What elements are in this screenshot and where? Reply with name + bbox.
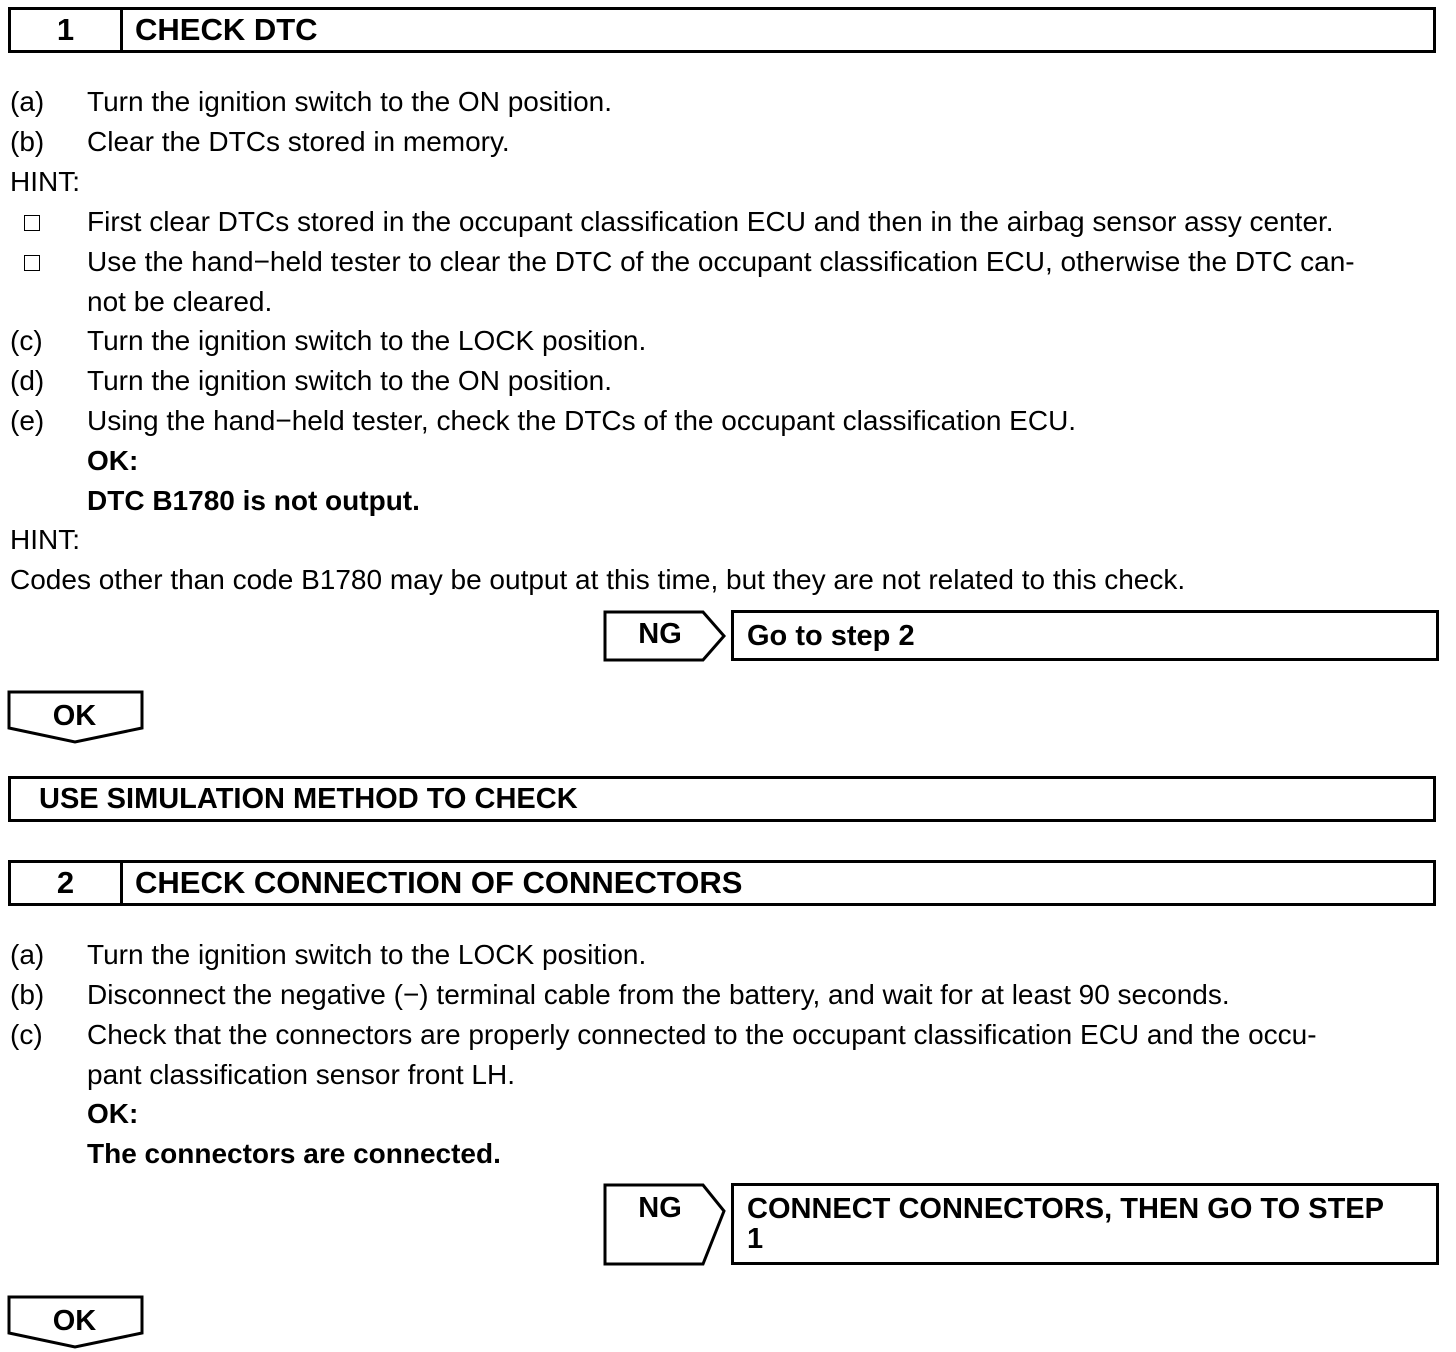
item-text: Clear the DTCs stored in memory. (87, 126, 510, 157)
item-text: Turn the ignition switch to the ON position. (87, 86, 612, 117)
item-text: Turn the ignition switch to the LOCK position. (87, 325, 647, 356)
ok-spec: The connectors are connected. (87, 1138, 501, 1169)
step1-number: 1 (11, 10, 123, 50)
ok-spec: DTC B1780 is not output. (87, 485, 420, 516)
item-text: Check that the connectors are properly connected to the occupant classification ECU and the occu- (87, 1019, 1317, 1050)
step1-header (8, 7, 1436, 53)
step2-ng-target[interactable] (731, 1183, 1439, 1265)
bullet-text: Use the hand−held tester to clear the DTC of the occupant classification ECU, otherwise the DTC can- (87, 246, 1355, 277)
item-label: (c) (10, 325, 43, 356)
step1-ng-target[interactable] (731, 610, 1439, 661)
step2-ok-button[interactable]: OK (52, 1305, 97, 1337)
hint-label: HINT: (10, 524, 80, 555)
step1-title: CHECK DTC (135, 12, 318, 47)
bullet-text: First clear DTCs stored in the occupant classification ECU and then in the airbag sensor assy center. (87, 206, 1334, 237)
item-label: (b) (10, 979, 45, 1010)
step1-ok-button[interactable]: OK (52, 700, 97, 732)
step1-ng-label: NG (638, 618, 682, 650)
hint-label: HINT: (10, 166, 80, 197)
simulation-banner: USE SIMULATION METHOD TO CHECK (8, 776, 1436, 822)
item-text: Disconnect the negative (−) terminal cable from the battery, and wait for at least 90 seconds. (87, 979, 1230, 1010)
item-text: pant classification sensor front LH. (87, 1059, 515, 1090)
step2-ng-label: NG (638, 1192, 682, 1224)
item-label: (e) (10, 405, 45, 436)
item-text: Turn the ignition switch to the ON position. (87, 365, 612, 396)
bullet-text: not be cleared. (87, 286, 273, 317)
ok-label: OK: (87, 445, 139, 476)
item-label: (b) (10, 126, 45, 157)
item-text: Turn the ignition switch to the LOCK position. (87, 939, 647, 970)
step2-title: CHECK CONNECTION OF CONNECTORS (135, 865, 743, 900)
step2-header (8, 860, 1436, 906)
ng-target-text-line2: 1 (747, 1223, 764, 1255)
item-label: (a) (10, 939, 45, 970)
ng-target-text-line1: CONNECT CONNECTORS, THEN GO TO STEP (747, 1193, 1384, 1225)
hint-text: Codes other than code B1780 may be output at this time, but they are not related to this check. (10, 564, 1186, 595)
step2-number: 2 (11, 863, 123, 903)
item-label: (d) (10, 365, 45, 396)
checkbox-bullet-icon (24, 215, 40, 231)
item-text: Using the hand−held tester, check the DTCs of the occupant classification ECU. (87, 405, 1077, 436)
item-label: (c) (10, 1019, 43, 1050)
item-label: (a) (10, 86, 45, 117)
ok-label: OK: (87, 1098, 139, 1129)
ng-target-text: Go to step 2 (747, 619, 915, 652)
checkbox-bullet-icon (24, 255, 40, 271)
